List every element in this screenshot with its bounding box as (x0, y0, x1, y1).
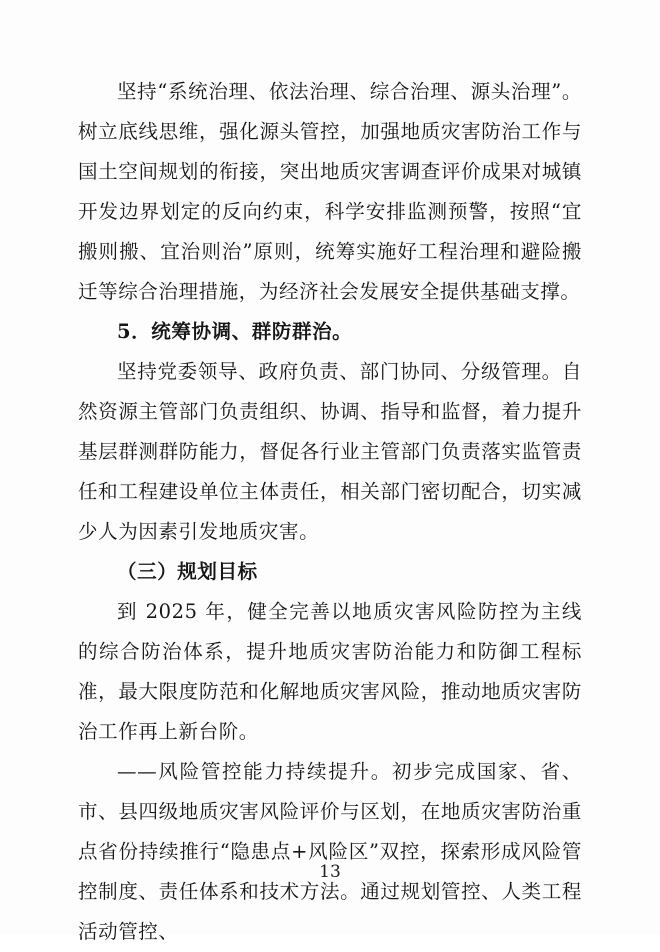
document-body (78, 72, 582, 952)
heading-section-5: 5．统筹协调、群防群治。 (117, 320, 353, 343)
paragraph-systematic-governance: 坚持“系统治理、依法治理、综合治理、源头治理”。树立底线思维，强化源头管控，加强地质灾害防治工作与国土空间规划的衔接，突出地质灾害调查评价成果对城镇开发边界划定的反向约束，科学安排监测预警，按照“宜搬则搬、宜治则治”原则，统筹实施好工程治理和避险搬迁等综合治理措施，为经济社会发展安全提供基础支撑。 (78, 80, 582, 303)
paragraph-2025-goals: 到 2025 年，健全完善以地质灾害风险防控为主线的综合防治体系，提升地质灾害防治能力和防御工程标准，最大限度防范和化解地质灾害风险，推动地质灾害防治工作再上新台阶。 (78, 600, 582, 743)
page-number: 13 (319, 862, 341, 882)
paragraph-risk-control-capacity: ——风险管控能力持续提升。初步完成国家、省、市、县四级地质灾害风险评价与区划，在地质灾害防治重点省份持续推行“隐患点+风险区”双控，探索形成风险管控制度、责任体系和技术方法。通过规划管控、人类工程活动管控、 (78, 760, 582, 943)
paragraph-party-leadership: 坚持党委领导、政府负责、部门协同、分级管理。自然资源主管部门负责组织、协调、指导和监督，着力提升基层群测群防能力，督促各行业主管部门负责落实监管责任和工程建设单位主体责任，相关部门密切配合，切实减少人为因素引发地质灾害。 (78, 360, 582, 543)
heading-planning-goals: （三）规划目标 (117, 560, 258, 583)
